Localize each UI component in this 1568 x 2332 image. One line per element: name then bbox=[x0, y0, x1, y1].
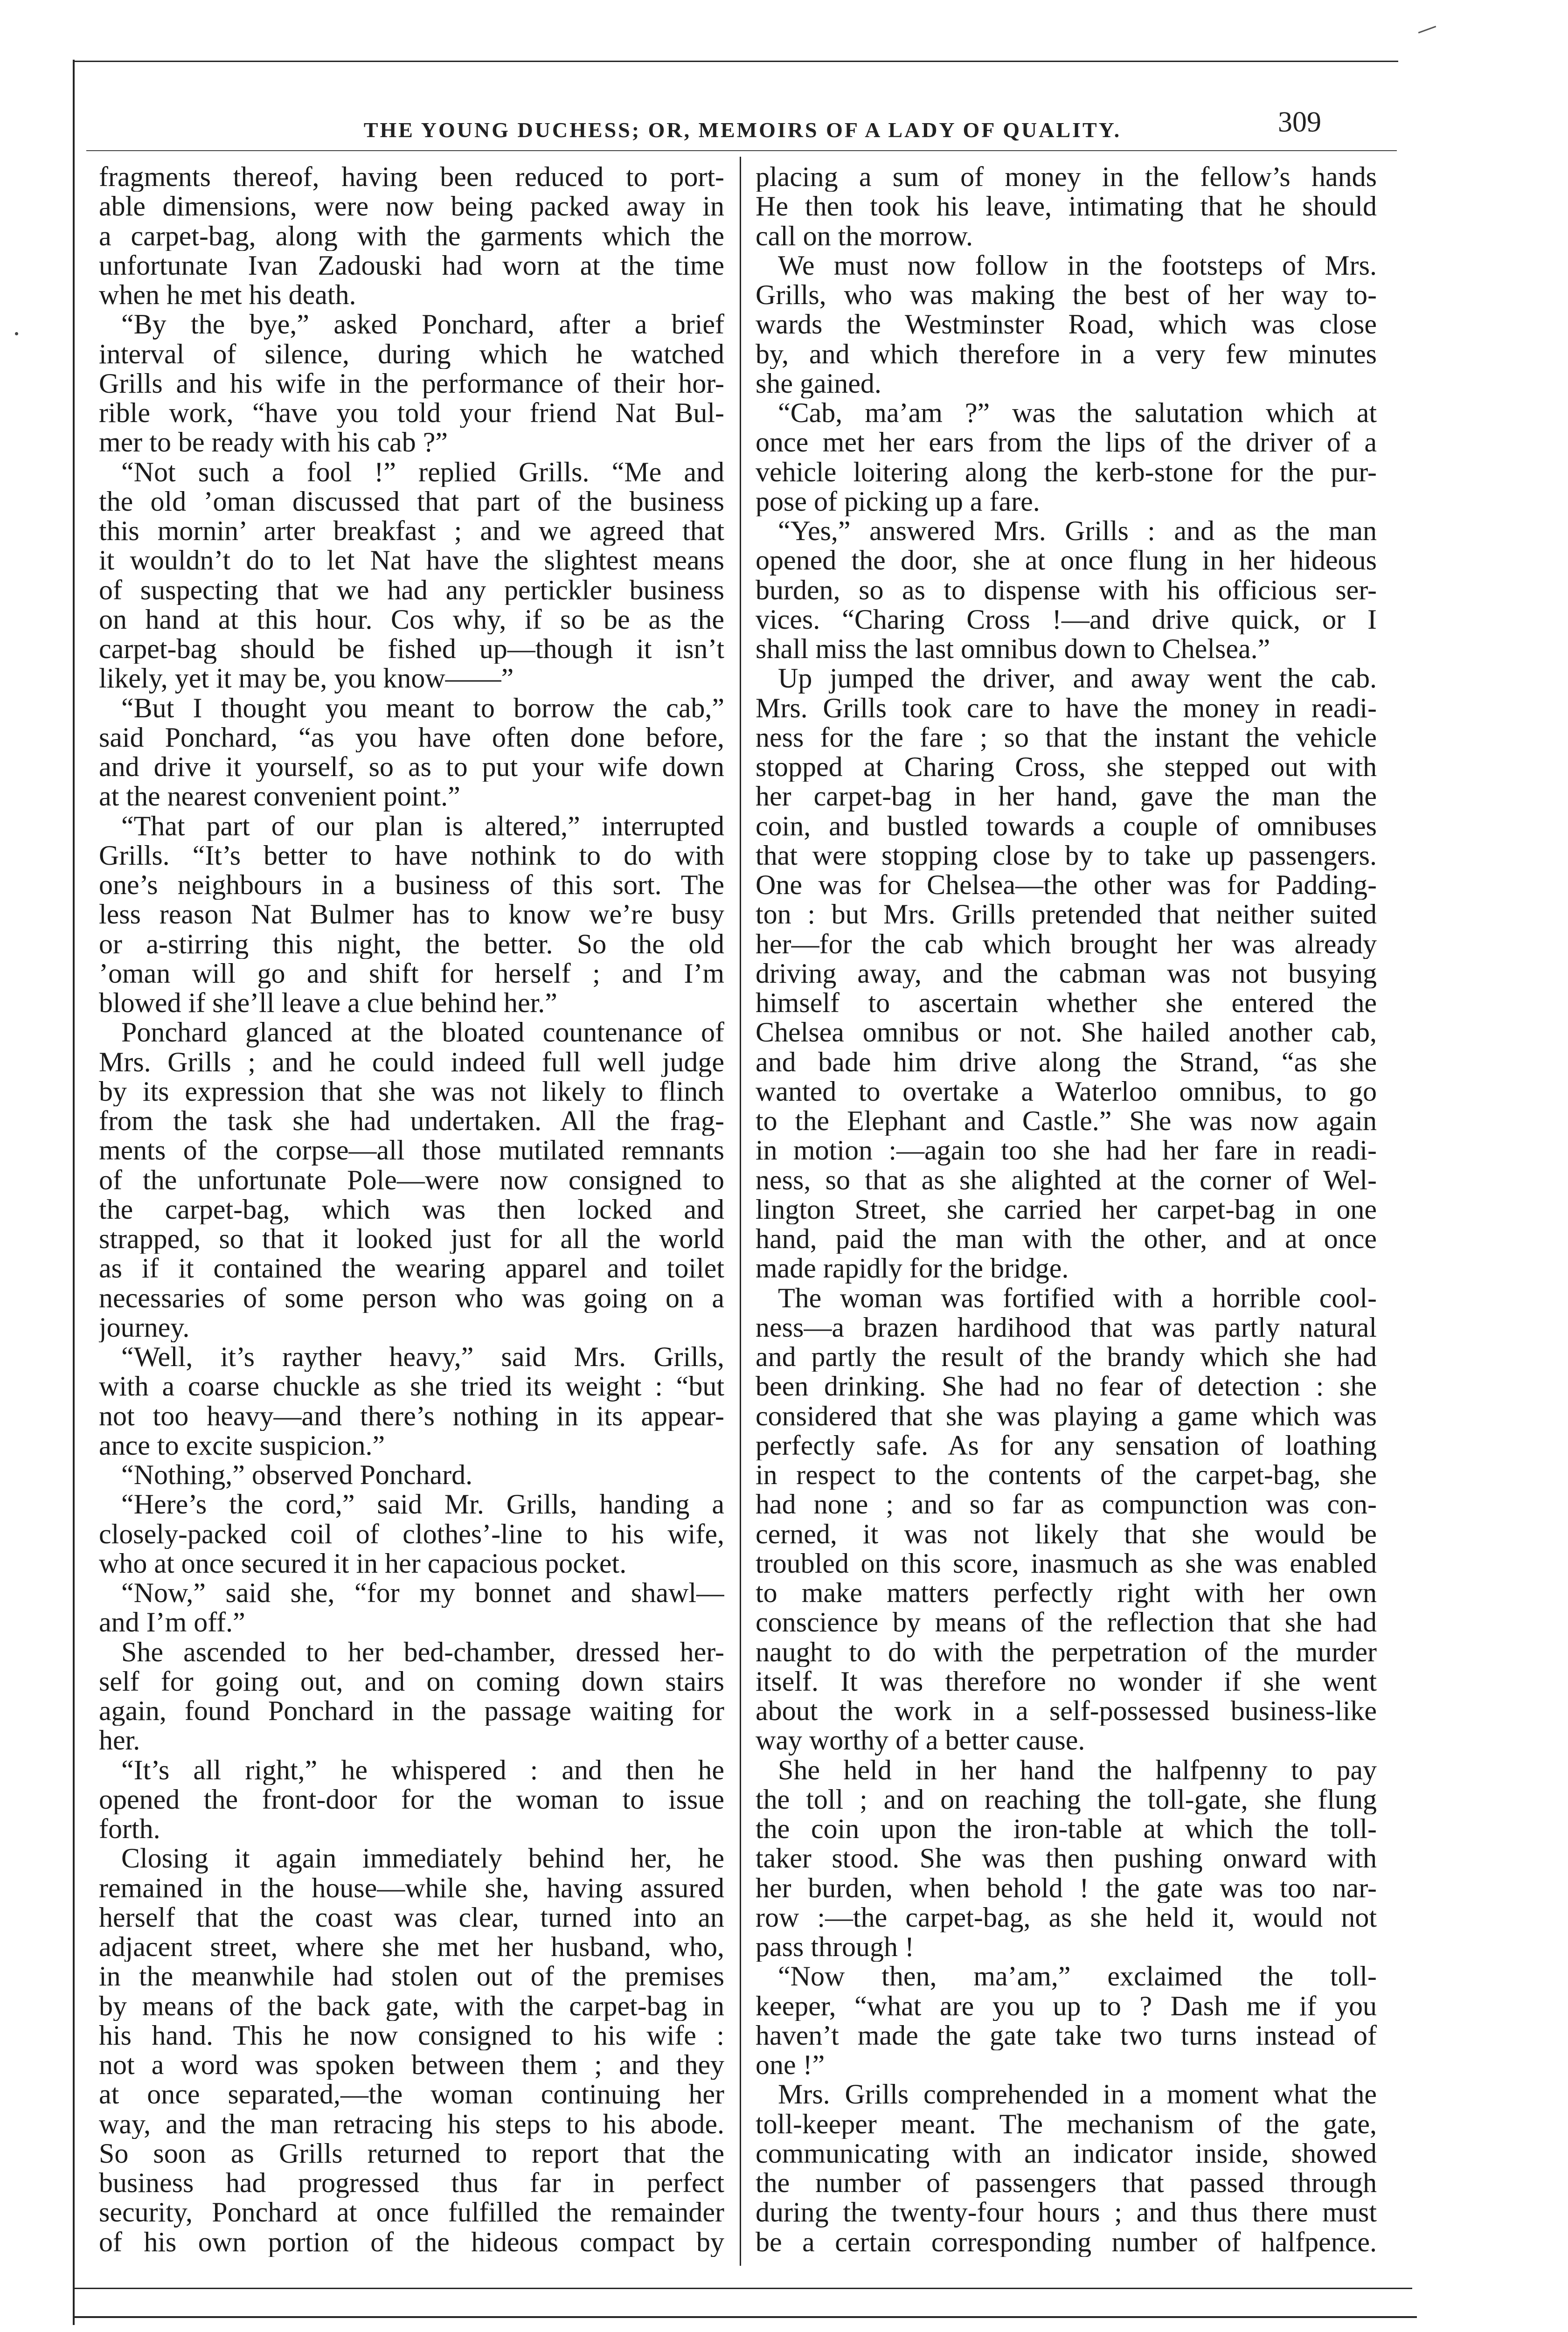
text-line: One was for Chelsea—the other was for Padding- bbox=[756, 870, 1377, 900]
text-line: once met her ears from the lips of the driver of a bbox=[756, 428, 1377, 458]
text-line: placing a sum of money in the fellow’s hands bbox=[756, 162, 1377, 192]
text-line: it wouldn’t do to let Nat have the slightest means bbox=[99, 546, 724, 576]
text-line: Grills. “It’s better to have nothink to do with bbox=[99, 840, 724, 870]
text-line: that were stopping close by to take up passengers. bbox=[756, 840, 1377, 870]
text-line: Chelsea omnibus or not. She hailed another cab, bbox=[756, 1018, 1377, 1048]
text-line: communicating with an indicator inside, showed bbox=[756, 2138, 1377, 2168]
text-line: her carpet-bag in her hand, gave the man the bbox=[756, 782, 1377, 812]
text-line: troubled on this score, inasmuch as she was enabled bbox=[756, 1548, 1377, 1578]
text-line: opened the front-door for the woman to issue bbox=[99, 1784, 724, 1814]
paragraph bbox=[99, 1342, 724, 1460]
paragraph bbox=[756, 251, 1377, 398]
text-line: business had progressed thus far in perfect bbox=[99, 2168, 724, 2198]
text-line: by its expression that she was not likely to flinch bbox=[99, 1076, 724, 1106]
text-line: coin, and bustled towards a couple of omnibuses bbox=[756, 811, 1377, 841]
text-line: Ponchard glanced at the bloated countenance of bbox=[121, 1018, 724, 1048]
text-column-right bbox=[756, 162, 1377, 2257]
text-line: haven’t made the gate take two turns instead of bbox=[756, 2020, 1377, 2050]
bottom-rule bbox=[74, 2288, 1412, 2289]
text-line: and drive it yourself, so as to put your wife down bbox=[99, 752, 724, 782]
text-line: at once separated,—the woman continuing her bbox=[99, 2080, 724, 2110]
text-line: considered that she was playing a game which was bbox=[756, 1401, 1377, 1431]
text-line: shall miss the last omnibus down to Chelsea.” bbox=[756, 634, 1270, 664]
text-line: a carpet-bag, along with the garments which the bbox=[99, 221, 724, 251]
paragraph bbox=[99, 812, 724, 1018]
paragraph bbox=[99, 1578, 724, 1638]
text-line: “Not such a fool !” replied Grills. “Me and bbox=[121, 457, 724, 487]
paragraph bbox=[756, 1284, 1377, 1756]
text-line: lington Street, she carried her carpet-bag in one bbox=[756, 1194, 1377, 1224]
text-line: her burden, when behold ! the gate was too nar- bbox=[756, 1873, 1377, 1903]
text-line: carpet-bag should be fished up—though it isn’t bbox=[99, 634, 724, 664]
text-line: remained in the house—while she, having assured bbox=[99, 1873, 724, 1903]
text-line: security, Ponchard at once fulfilled the remainder bbox=[99, 2198, 724, 2228]
text-line: be a certain corresponding number of halfpence. bbox=[756, 2227, 1377, 2257]
text-line: of the unfortunate Pole—were now consigned to bbox=[99, 1165, 724, 1195]
text-line: journey. bbox=[99, 1312, 190, 1342]
text-line: “That part of our plan is altered,” interrupted bbox=[121, 811, 724, 841]
text-line: pass through ! bbox=[756, 1932, 914, 1962]
text-column-left bbox=[99, 162, 724, 2257]
text-line: unfortunate Ivan Zadouski had worn at the time bbox=[99, 250, 724, 280]
paragraph bbox=[99, 1018, 724, 1342]
text-line: So soon as Grills returned to report that the bbox=[99, 2138, 724, 2168]
paragraph bbox=[99, 1638, 724, 1756]
text-line: ton : but Mrs. Grills pretended that neither suited bbox=[756, 900, 1377, 930]
text-line: naught to do with the perpetration of the murder bbox=[756, 1637, 1377, 1667]
scan-speck bbox=[15, 332, 18, 335]
text-line: “Now then, ma’am,” exclaimed the toll- bbox=[778, 1962, 1377, 1992]
text-line: “Cab, ma’am ?” was the salutation which at bbox=[778, 398, 1377, 428]
text-line: itself. It was therefore no wonder if she went bbox=[756, 1666, 1377, 1696]
text-line: interval of silence, during which he watched bbox=[99, 339, 724, 369]
text-line: wanted to overtake a Waterloo omnibus, to go bbox=[756, 1076, 1377, 1106]
text-line: “Yes,” answered Mrs. Grills : and as the man bbox=[778, 516, 1377, 546]
text-line: Mrs. Grills comprehended in a moment what the bbox=[778, 2080, 1377, 2110]
text-line: and bade him drive along the Strand, “as she bbox=[756, 1047, 1377, 1077]
paragraph bbox=[756, 664, 1377, 1283]
text-line: to the Elephant and Castle.” She was now again bbox=[756, 1106, 1377, 1136]
text-line: the toll ; and on reaching the toll-gate, she flung bbox=[756, 1784, 1377, 1814]
text-line: cerned, it was not likely that she would be bbox=[756, 1519, 1377, 1549]
text-line: herself that the coast was clear, turned into an bbox=[99, 1902, 724, 1932]
text-line: ments of the corpse—all those mutilated remnants bbox=[99, 1136, 724, 1166]
column-divider bbox=[740, 157, 741, 2266]
text-line: necessaries of some person who was going on a bbox=[99, 1283, 724, 1313]
paragraph bbox=[756, 162, 1377, 251]
text-line: in respect to the contents of the carpet-bag, she bbox=[756, 1460, 1377, 1490]
text-line: said Ponchard, “as you have often done before, bbox=[99, 722, 724, 752]
text-line: not a word was spoken between them ; and they bbox=[99, 2050, 724, 2080]
text-line: pose of picking up a fare. bbox=[756, 486, 1040, 516]
text-line: row :—the carpet-bag, as she held it, would not bbox=[756, 1902, 1377, 1932]
text-line: one !” bbox=[756, 2050, 825, 2080]
paragraph bbox=[99, 1490, 724, 1578]
text-line: able dimensions, were now being packed away in bbox=[99, 192, 724, 222]
text-line: taker stood. She was then pushing onward with bbox=[756, 1844, 1377, 1874]
text-line: Closing it again immediately behind her, he bbox=[121, 1844, 724, 1874]
text-line: rible work, “have you told your friend Nat Bul- bbox=[99, 398, 724, 428]
text-line: during the twenty-four hours ; and thus there must bbox=[756, 2198, 1377, 2228]
text-line: strapped, so that it looked just for all the world bbox=[99, 1224, 724, 1254]
text-line: about the work in a self-possessed business-like bbox=[756, 1696, 1377, 1726]
page-number: 309 bbox=[1278, 106, 1321, 138]
text-line: mer to be ready with his cab ?” bbox=[99, 428, 448, 458]
text-line: Up jumped the driver, and away went the cab. bbox=[778, 664, 1377, 694]
text-line: The woman was fortified with a horrible cool- bbox=[778, 1283, 1377, 1313]
text-line: by means of the back gate, with the carpet-bag in bbox=[99, 1991, 724, 2021]
scan-mark bbox=[1418, 26, 1436, 33]
text-line: again, found Ponchard in the passage waiting for bbox=[99, 1696, 724, 1726]
top-border-rule bbox=[74, 61, 1398, 62]
running-head: THE YOUNG DUCHESS; OR, MEMOIRS OF A LADY OF QUALITY. bbox=[363, 118, 1122, 142]
text-line: her. bbox=[99, 1726, 140, 1756]
text-line: opened the door, she at once flung in her hideous bbox=[756, 546, 1377, 576]
text-line: who at once secured it in her capacious pocket. bbox=[99, 1548, 627, 1578]
paragraph bbox=[99, 310, 724, 457]
text-line: the carpet-bag, which was then locked and bbox=[99, 1194, 724, 1224]
text-line: or a-stirring this night, the better. So the old bbox=[99, 929, 724, 959]
text-line: ance to excite suspicion.” bbox=[99, 1430, 385, 1460]
paragraph bbox=[99, 162, 724, 310]
text-line: fragments thereof, having been reduced to port- bbox=[99, 162, 724, 192]
paragraph bbox=[99, 1460, 724, 1490]
text-line: toll-keeper meant. The mechanism of the gate, bbox=[756, 2109, 1377, 2139]
text-line: stopped at Charing Cross, she stepped out with bbox=[756, 752, 1377, 782]
text-line: Grills, who was making the best of her way to- bbox=[756, 280, 1377, 310]
text-line: himself to ascertain whether she entered the bbox=[756, 988, 1377, 1018]
text-line: one’s neighbours in a business of this sort. The bbox=[99, 870, 724, 900]
text-line: keeper, “what are you up to ? Dash me if you bbox=[756, 1991, 1377, 2021]
text-line: to make matters perfectly right with her own bbox=[756, 1578, 1377, 1608]
text-line: adjacent street, where she met her husband, who, bbox=[99, 1932, 724, 1962]
left-border-rule bbox=[73, 60, 75, 2325]
text-line: He then took his leave, intimating that he should bbox=[756, 192, 1377, 222]
text-line: way worthy of a better cause. bbox=[756, 1726, 1085, 1756]
text-line: vehicle loitering along the kerb-stone for the pur- bbox=[756, 457, 1377, 487]
text-line: wards the Westminster Road, which was close bbox=[756, 310, 1377, 340]
text-line: likely, yet it may be, you know——” bbox=[99, 664, 514, 694]
text-line: Mrs. Grills took care to have the money in readi- bbox=[756, 693, 1377, 723]
text-line: his hand. This he now consigned to his wife : bbox=[99, 2020, 724, 2050]
paragraph bbox=[99, 1756, 724, 1844]
text-line: by, and which therefore in a very few minutes bbox=[756, 339, 1377, 369]
text-line: ness, so that as she alighted at the corner of Wel- bbox=[756, 1165, 1377, 1195]
text-line: on hand at this hour. Cos why, if so be as the bbox=[99, 604, 724, 634]
text-line: the old ’oman discussed that part of the business bbox=[99, 486, 724, 516]
text-line: of his own portion of the hideous compact by bbox=[99, 2227, 724, 2257]
text-line: We must now follow in the footsteps of Mrs. bbox=[778, 250, 1377, 280]
text-line: had none ; and so far as compunction was con- bbox=[756, 1490, 1377, 1520]
text-line: Mrs. Grills ; and he could indeed full well judge bbox=[99, 1047, 724, 1077]
text-line: “Nothing,” observed Ponchard. bbox=[121, 1460, 473, 1490]
text-line: when he met his death. bbox=[99, 280, 356, 310]
text-line: vices. “Charing Cross !—and drive quick, or I bbox=[756, 604, 1377, 634]
text-line: not too heavy—and there’s nothing in its appear- bbox=[99, 1401, 724, 1431]
text-line: perfectly safe. As for any sensation of loathing bbox=[756, 1430, 1377, 1460]
text-line: ’oman will go and shift for herself ; and I’m bbox=[99, 958, 724, 988]
text-line: in motion :—again too she had her fare in readi- bbox=[756, 1136, 1377, 1166]
text-line: the number of passengers that passed through bbox=[756, 2168, 1377, 2198]
text-line: way, and the man retracing his steps to his abode. bbox=[99, 2109, 724, 2139]
header-rule bbox=[86, 150, 1397, 151]
text-line: her—for the cab which brought her was already bbox=[756, 929, 1377, 959]
text-line: blowed if she’ll leave a clue behind her.” bbox=[99, 988, 557, 1018]
text-line: call on the morrow. bbox=[756, 221, 973, 251]
text-line: as if it contained the wearing apparel and toilet bbox=[99, 1254, 724, 1284]
text-line: conscience by means of the reflection that she had bbox=[756, 1608, 1377, 1638]
text-line: less reason Nat Bulmer has to know we’re busy bbox=[99, 900, 724, 930]
text-line: at the nearest convenient point.” bbox=[99, 782, 460, 812]
text-line: the coin upon the iron-table at which the toll- bbox=[756, 1814, 1377, 1844]
paragraph bbox=[756, 1756, 1377, 1962]
text-line: forth. bbox=[99, 1814, 160, 1844]
text-line: “Well, it’s rayther heavy,” said Mrs. Grills, bbox=[121, 1342, 724, 1372]
text-line: “Here’s the cord,” said Mr. Grills, handing a bbox=[121, 1490, 724, 1520]
text-line: and I’m off.” bbox=[99, 1608, 245, 1638]
text-line: ness for the fare ; so that the instant the vehicle bbox=[756, 722, 1377, 752]
text-line: “But I thought you meant to borrow the cab,” bbox=[121, 693, 724, 723]
paragraph bbox=[99, 1844, 724, 2257]
paragraph bbox=[756, 2080, 1377, 2257]
text-line: made rapidly for the bridge. bbox=[756, 1254, 1069, 1284]
bottom-rule-heavy bbox=[74, 2316, 1417, 2318]
text-line: Grills and his wife in the performance of their hor- bbox=[99, 368, 724, 398]
paragraph bbox=[99, 458, 724, 694]
text-line: ness—a brazen hardihood that was partly natural bbox=[756, 1312, 1377, 1342]
text-line: with a coarse chuckle as she tried its weight : “but bbox=[99, 1372, 724, 1402]
text-line: “It’s all right,” he whispered : and then he bbox=[121, 1755, 724, 1785]
text-line: closely-packed coil of clothes’-line to his wife, bbox=[99, 1519, 724, 1549]
text-line: been drinking. She had no fear of detection : she bbox=[756, 1372, 1377, 1402]
text-line: of suspecting that we had any pertickler business bbox=[99, 575, 724, 605]
paragraph bbox=[756, 516, 1377, 664]
paragraph bbox=[99, 694, 724, 812]
text-line: She ascended to her bed-chamber, dressed her- bbox=[121, 1637, 724, 1667]
text-line: this mornin’ arter breakfast ; and we agreed that bbox=[99, 516, 724, 546]
text-line: and partly the result of the brandy which she had bbox=[756, 1342, 1377, 1372]
text-line: burden, so as to dispense with his officious ser- bbox=[756, 575, 1377, 605]
text-line: “Now,” said she, “for my bonnet and shawl— bbox=[121, 1578, 724, 1608]
text-line: from the task she had undertaken. All the frag- bbox=[99, 1106, 724, 1136]
paragraph bbox=[756, 1962, 1377, 2080]
text-line: She held in her hand the halfpenny to pay bbox=[778, 1755, 1377, 1785]
text-line: self for going out, and on coming down stairs bbox=[99, 1666, 724, 1696]
text-line: hand, paid the man with the other, and at once bbox=[756, 1224, 1377, 1254]
text-line: in the meanwhile had stolen out of the premises bbox=[99, 1962, 724, 1992]
paragraph bbox=[756, 398, 1377, 516]
text-line: she gained. bbox=[756, 368, 881, 398]
text-line: “By the bye,” asked Ponchard, after a brief bbox=[121, 310, 724, 340]
text-line: driving away, and the cabman was not busying bbox=[756, 958, 1377, 988]
